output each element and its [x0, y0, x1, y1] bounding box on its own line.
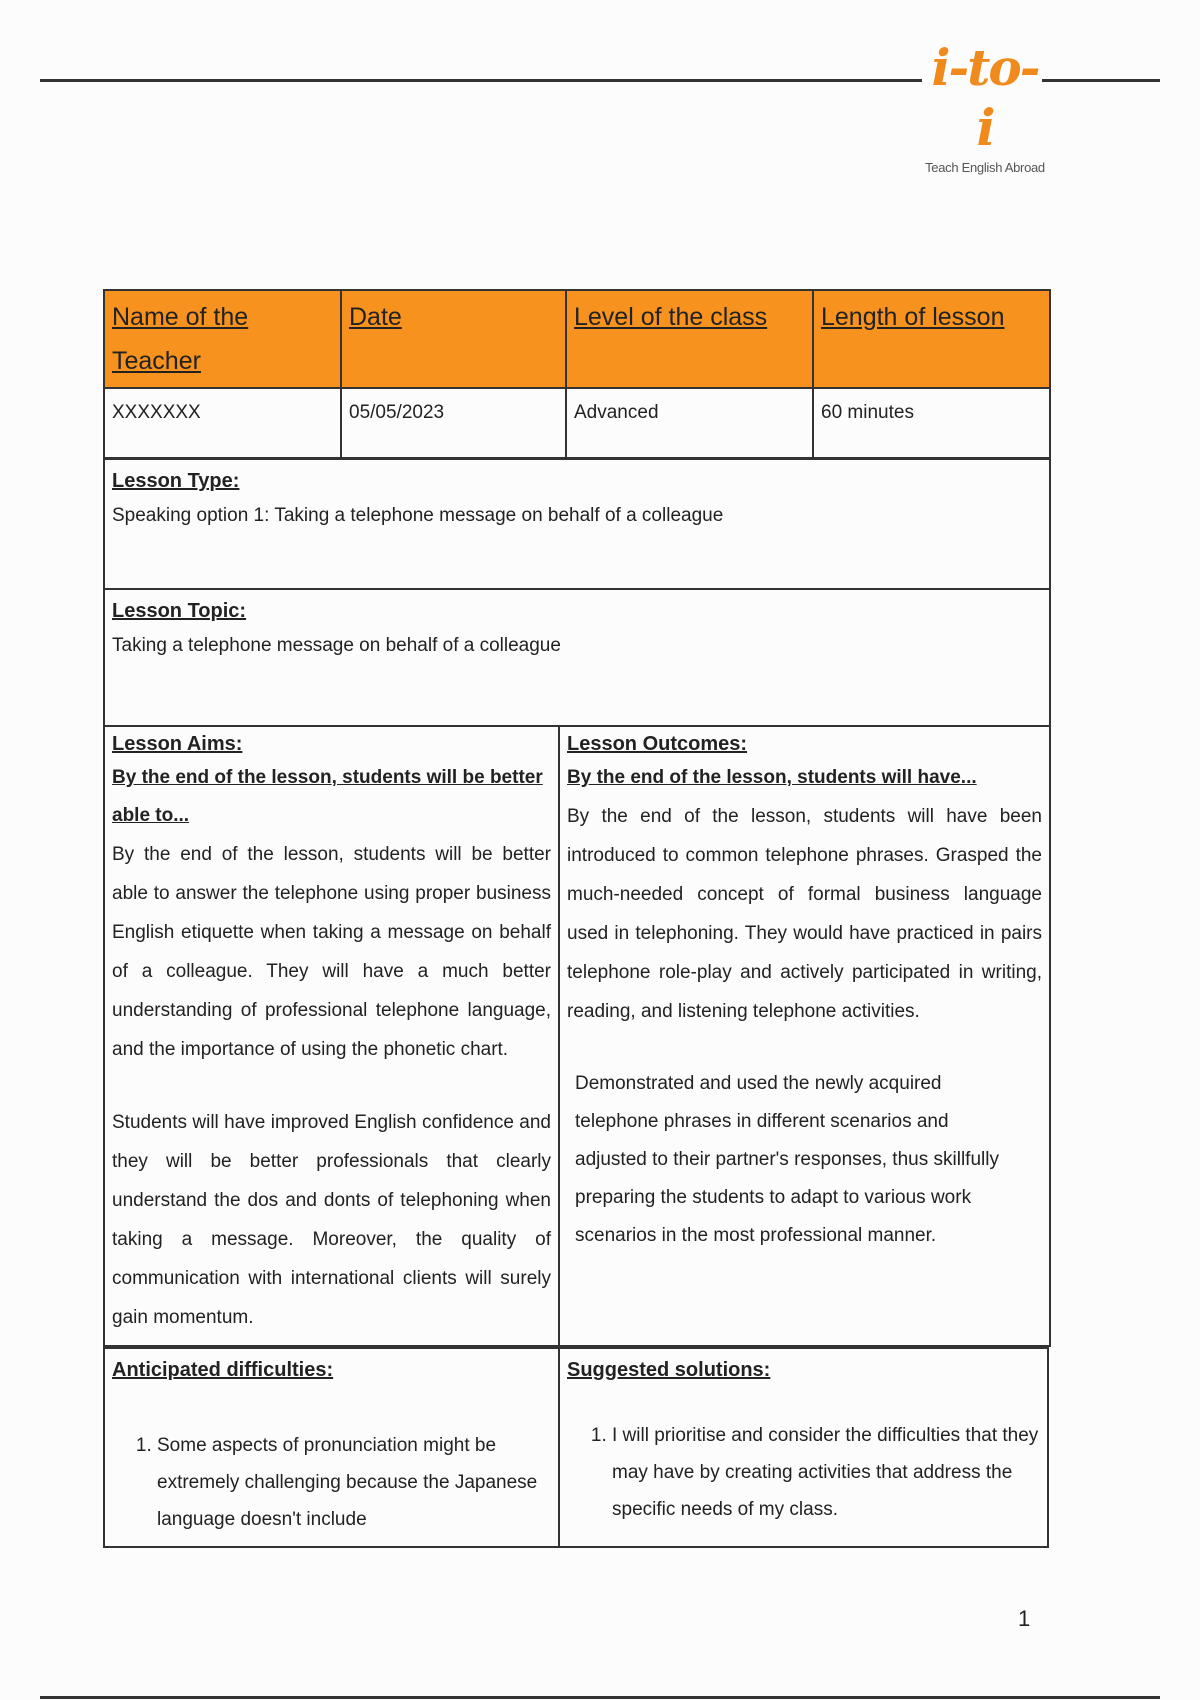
- value-teacher: XXXXXXX: [104, 388, 341, 458]
- lesson-topic-label: Lesson Topic:: [112, 600, 247, 622]
- lesson-topic-cell: [104, 589, 1050, 726]
- value-length: 60 minutes: [813, 388, 1050, 458]
- info-header-row: [104, 290, 1050, 388]
- logo-mark: i-to-i: [931, 38, 1039, 157]
- header-length: Length of lesson: [813, 290, 1050, 388]
- outcomes-subheading: By the end of the lesson, students will have...: [567, 767, 977, 788]
- i-to-i-logo: [925, 38, 1045, 175]
- lesson-type-cell: [104, 459, 1050, 589]
- difficulties-row: [104, 1348, 1048, 1547]
- outcomes-label: Lesson Outcomes:: [567, 733, 748, 755]
- lesson-topic-text: Taking a telephone message on behalf of a colleague: [112, 635, 561, 656]
- outcomes-cell: [559, 726, 1050, 1346]
- header-rule-right: [1042, 79, 1160, 82]
- aims-outcomes-row: [104, 726, 1050, 1346]
- solutions-cell: [559, 1348, 1048, 1547]
- aims-label: Lesson Aims:: [112, 733, 243, 755]
- lesson-type-label: Lesson Type:: [112, 470, 240, 492]
- solutions-label: Suggested solutions:: [567, 1359, 771, 1381]
- logo-tagline: Teach English Abroad: [925, 160, 1045, 175]
- lesson-details-table: [103, 458, 1051, 1347]
- lesson-topic-row: [104, 589, 1050, 726]
- difficulties-table: [103, 1347, 1049, 1548]
- info-table: [103, 289, 1051, 459]
- solution-item: 1. I will prioritise and consider the difficulties that they may have by creating activities that address the specific needs of my class.: [612, 1417, 1040, 1528]
- aims-subheading: By the end of the lesson, students will be better able to...: [112, 767, 543, 826]
- value-level: Advanced: [566, 388, 813, 458]
- aims-cell: [104, 726, 559, 1346]
- header-teacher: Name of the Teacher: [104, 290, 341, 388]
- header-level: Level of the class: [566, 290, 813, 388]
- aims-paragraph-1: By the end of the lesson, students will be better able to answer the telephone using proper business English etiquette when taking a message on behalf of a colleague. They will have a much better understanding of professional telephone language, and the importance of using the phonetic chart.: [112, 844, 551, 1060]
- solutions-list: [567, 1417, 1040, 1528]
- lesson-type-text: Speaking option 1: Taking a telephone message on behalf of a colleague: [112, 505, 724, 526]
- value-date: 05/05/2023: [341, 388, 566, 458]
- difficulties-cell: [104, 1348, 559, 1547]
- info-value-row: [104, 388, 1050, 458]
- difficulty-item: 1. Some aspects of pronunciation might be extremely challenging because the Japanese language doesn't include: [157, 1427, 551, 1538]
- outcomes-paragraph-1: By the end of the lesson, students will have been introduced to common telephone phrases. Grasped the much-needed concept of formal business language used in telephoning. They would have practiced in pairs telephone role-play and actively participated in writing, reading, and listening telephone activities.: [567, 806, 1042, 1022]
- footer-rule: [40, 1696, 1160, 1699]
- outcomes-paragraph-2: Demonstrated and used the newly acquired telephone phrases in different scenarios and adjusted to their partner's responses, thus skillfully preparing the students to adapt to various work scenarios in the most professional manner.: [575, 1073, 999, 1246]
- page-number: 1: [1018, 1606, 1031, 1631]
- header-date: Date: [341, 290, 566, 388]
- difficulties-label: Anticipated difficulties:: [112, 1359, 334, 1381]
- header-rule: [40, 79, 922, 82]
- aims-paragraph-2: Students will have improved English confidence and they will be better professionals that clearly understand the dos and donts of telephoning when taking a message. Moreover, the quality of communication with international clients will surely gain momentum.: [112, 1112, 551, 1328]
- lesson-type-row: [104, 459, 1050, 589]
- difficulties-list: [112, 1427, 551, 1538]
